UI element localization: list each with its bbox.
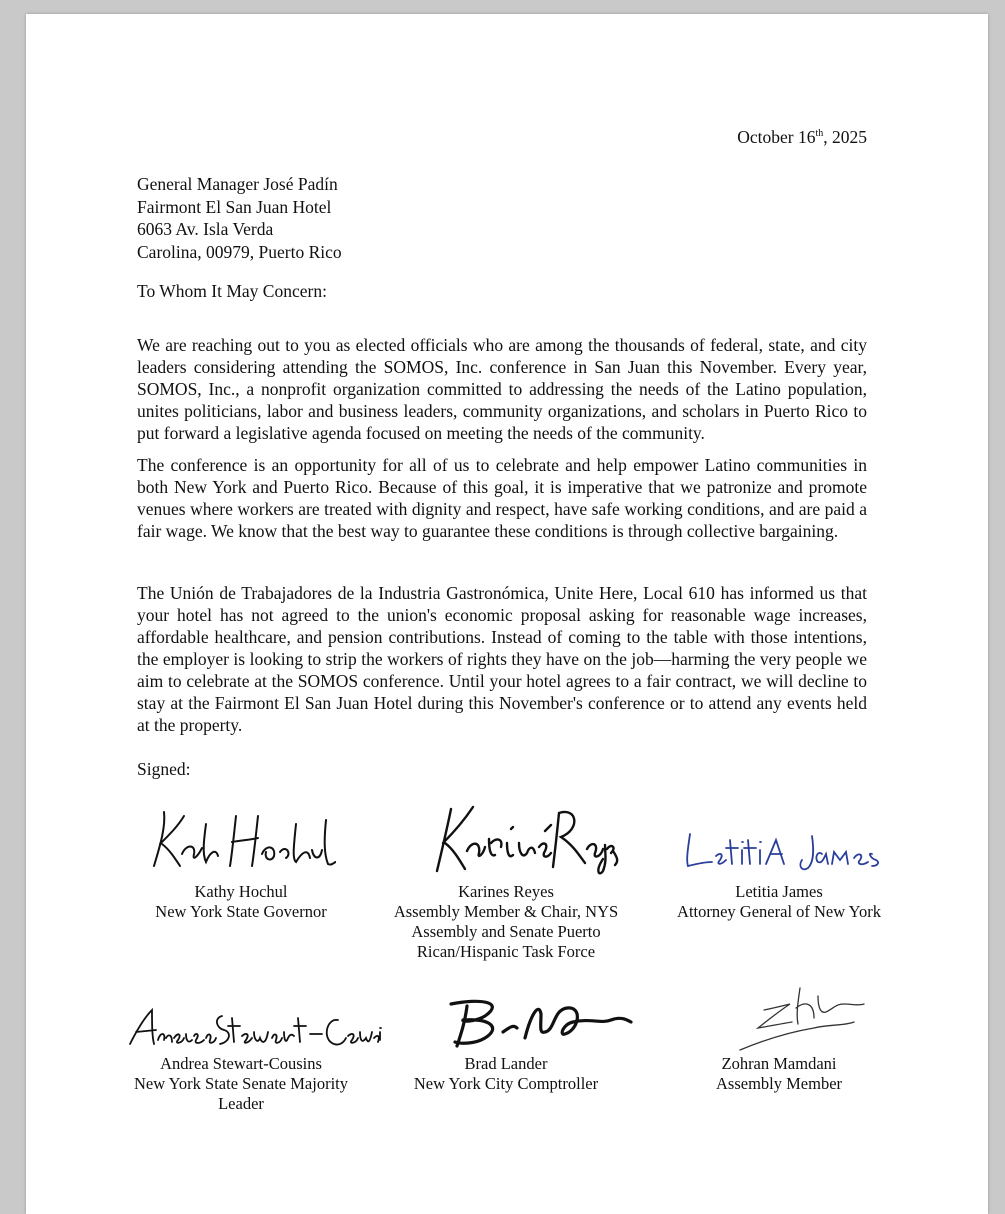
signatory-name: Karines Reyes — [458, 882, 554, 901]
signature-zohran-mamdani — [734, 982, 874, 1054]
signatory-block-zohran-mamdani — [634, 1054, 924, 1094]
signatory-name: Andrea Stewart-Cousins — [160, 1054, 322, 1073]
salutation: To Whom It May Concern: — [137, 281, 327, 301]
signatory-title: Attorney General of New York — [677, 902, 881, 921]
signatory-title: Assembly Member — [715, 1074, 843, 1093]
signatory-title-line-2: Leader — [218, 1094, 264, 1113]
date-month-day: October 16 — [737, 127, 816, 147]
address-line-hotel: Fairmont El San Juan Hotel — [137, 196, 332, 217]
recipient-address — [137, 173, 342, 263]
signatory-name: Kathy Hochul — [194, 882, 288, 901]
address-line-name: General Manager José Padín — [137, 174, 338, 194]
signatory-name: Brad Lander — [464, 1054, 548, 1073]
address-line-city: Carolina, 00979, Puerto Rico — [137, 241, 342, 262]
signed-label: Signed: — [137, 759, 191, 779]
signatory-title-line-2: Assembly and Senate Puerto — [411, 922, 601, 941]
signature-letitia-james — [682, 826, 892, 876]
signatory-block-letitia-james — [634, 882, 924, 922]
signatory-block-brad-lander — [361, 1054, 651, 1094]
letter-page — [26, 14, 988, 1214]
address-line-street: 6063 Av. Isla Verda — [137, 219, 274, 239]
signatory-title-line-1: New York State Senate Majority — [133, 1074, 349, 1093]
date-year: , 2025 — [823, 127, 867, 147]
signature-brad-lander — [441, 994, 641, 1054]
signatory-name: Letitia James — [735, 882, 823, 901]
signatory-title: New York City Comptroller — [413, 1074, 599, 1093]
signature-karines-reyes — [431, 799, 621, 879]
body-paragraph-1: We are reaching out to you as elected officials who are among the thousands of federal, state, and city leaders considering attending the SOMOS, Inc. conference in San Juan this November. Every year, SOMOS, Inc., a nonprofit organization committed to addressing the needs of the Latino population, unites politicians, labor and business leaders, community organizations, and scholars in Puerto Rico to put forward a legislative agenda focused on meeting the needs of the community. — [137, 335, 867, 443]
signatory-block-andrea-stewart-cousins — [96, 1054, 386, 1114]
body-paragraph-3: The Unión de Trabajadores de la Industria Gastronómica, Unite Here, Local 610 has informed us that your hotel has not agreed to the union's economic proposal asking for reasonable wage increases, affordable healthcare, and pension contributions. Instead of coming to the table with those intentions, the employer is looking to strip the workers of rights they have on the job—harming the very people we aim to celebrate at the SOMOS conference. Until your hotel agrees to a fair contract, we will decline to stay at the Fairmont El San Juan Hotel during this November's conference or to attend any events held at the property. — [137, 583, 867, 735]
signatory-block-karines-reyes — [361, 882, 651, 962]
signatory-title-line-3: Rican/Hispanic Task Force — [416, 942, 596, 961]
signature-kathy-hochul — [146, 804, 336, 874]
signature-andrea-stewart-cousins — [122, 1004, 382, 1054]
signatory-block-kathy-hochul — [96, 882, 386, 922]
signatory-name: Zohran Mamdani — [721, 1054, 837, 1073]
date-ordinal-suffix: th — [815, 128, 824, 140]
signatory-title-line-1: Assembly Member & Chair, NYS — [393, 902, 619, 921]
body-paragraph-2: The conference is an opportunity for all of us to celebrate and help empower Latino communities in both New York and Puerto Rico. Because of this goal, it is imperative that we patronize and promote venues where workers are treated with dignity and respect, have safe working conditions, and are paid a fair wage. We know that the best way to guarantee these conditions is through collective bargaining. — [137, 455, 867, 541]
letter-date — [737, 126, 867, 148]
signatory-title: New York State Governor — [155, 902, 327, 921]
